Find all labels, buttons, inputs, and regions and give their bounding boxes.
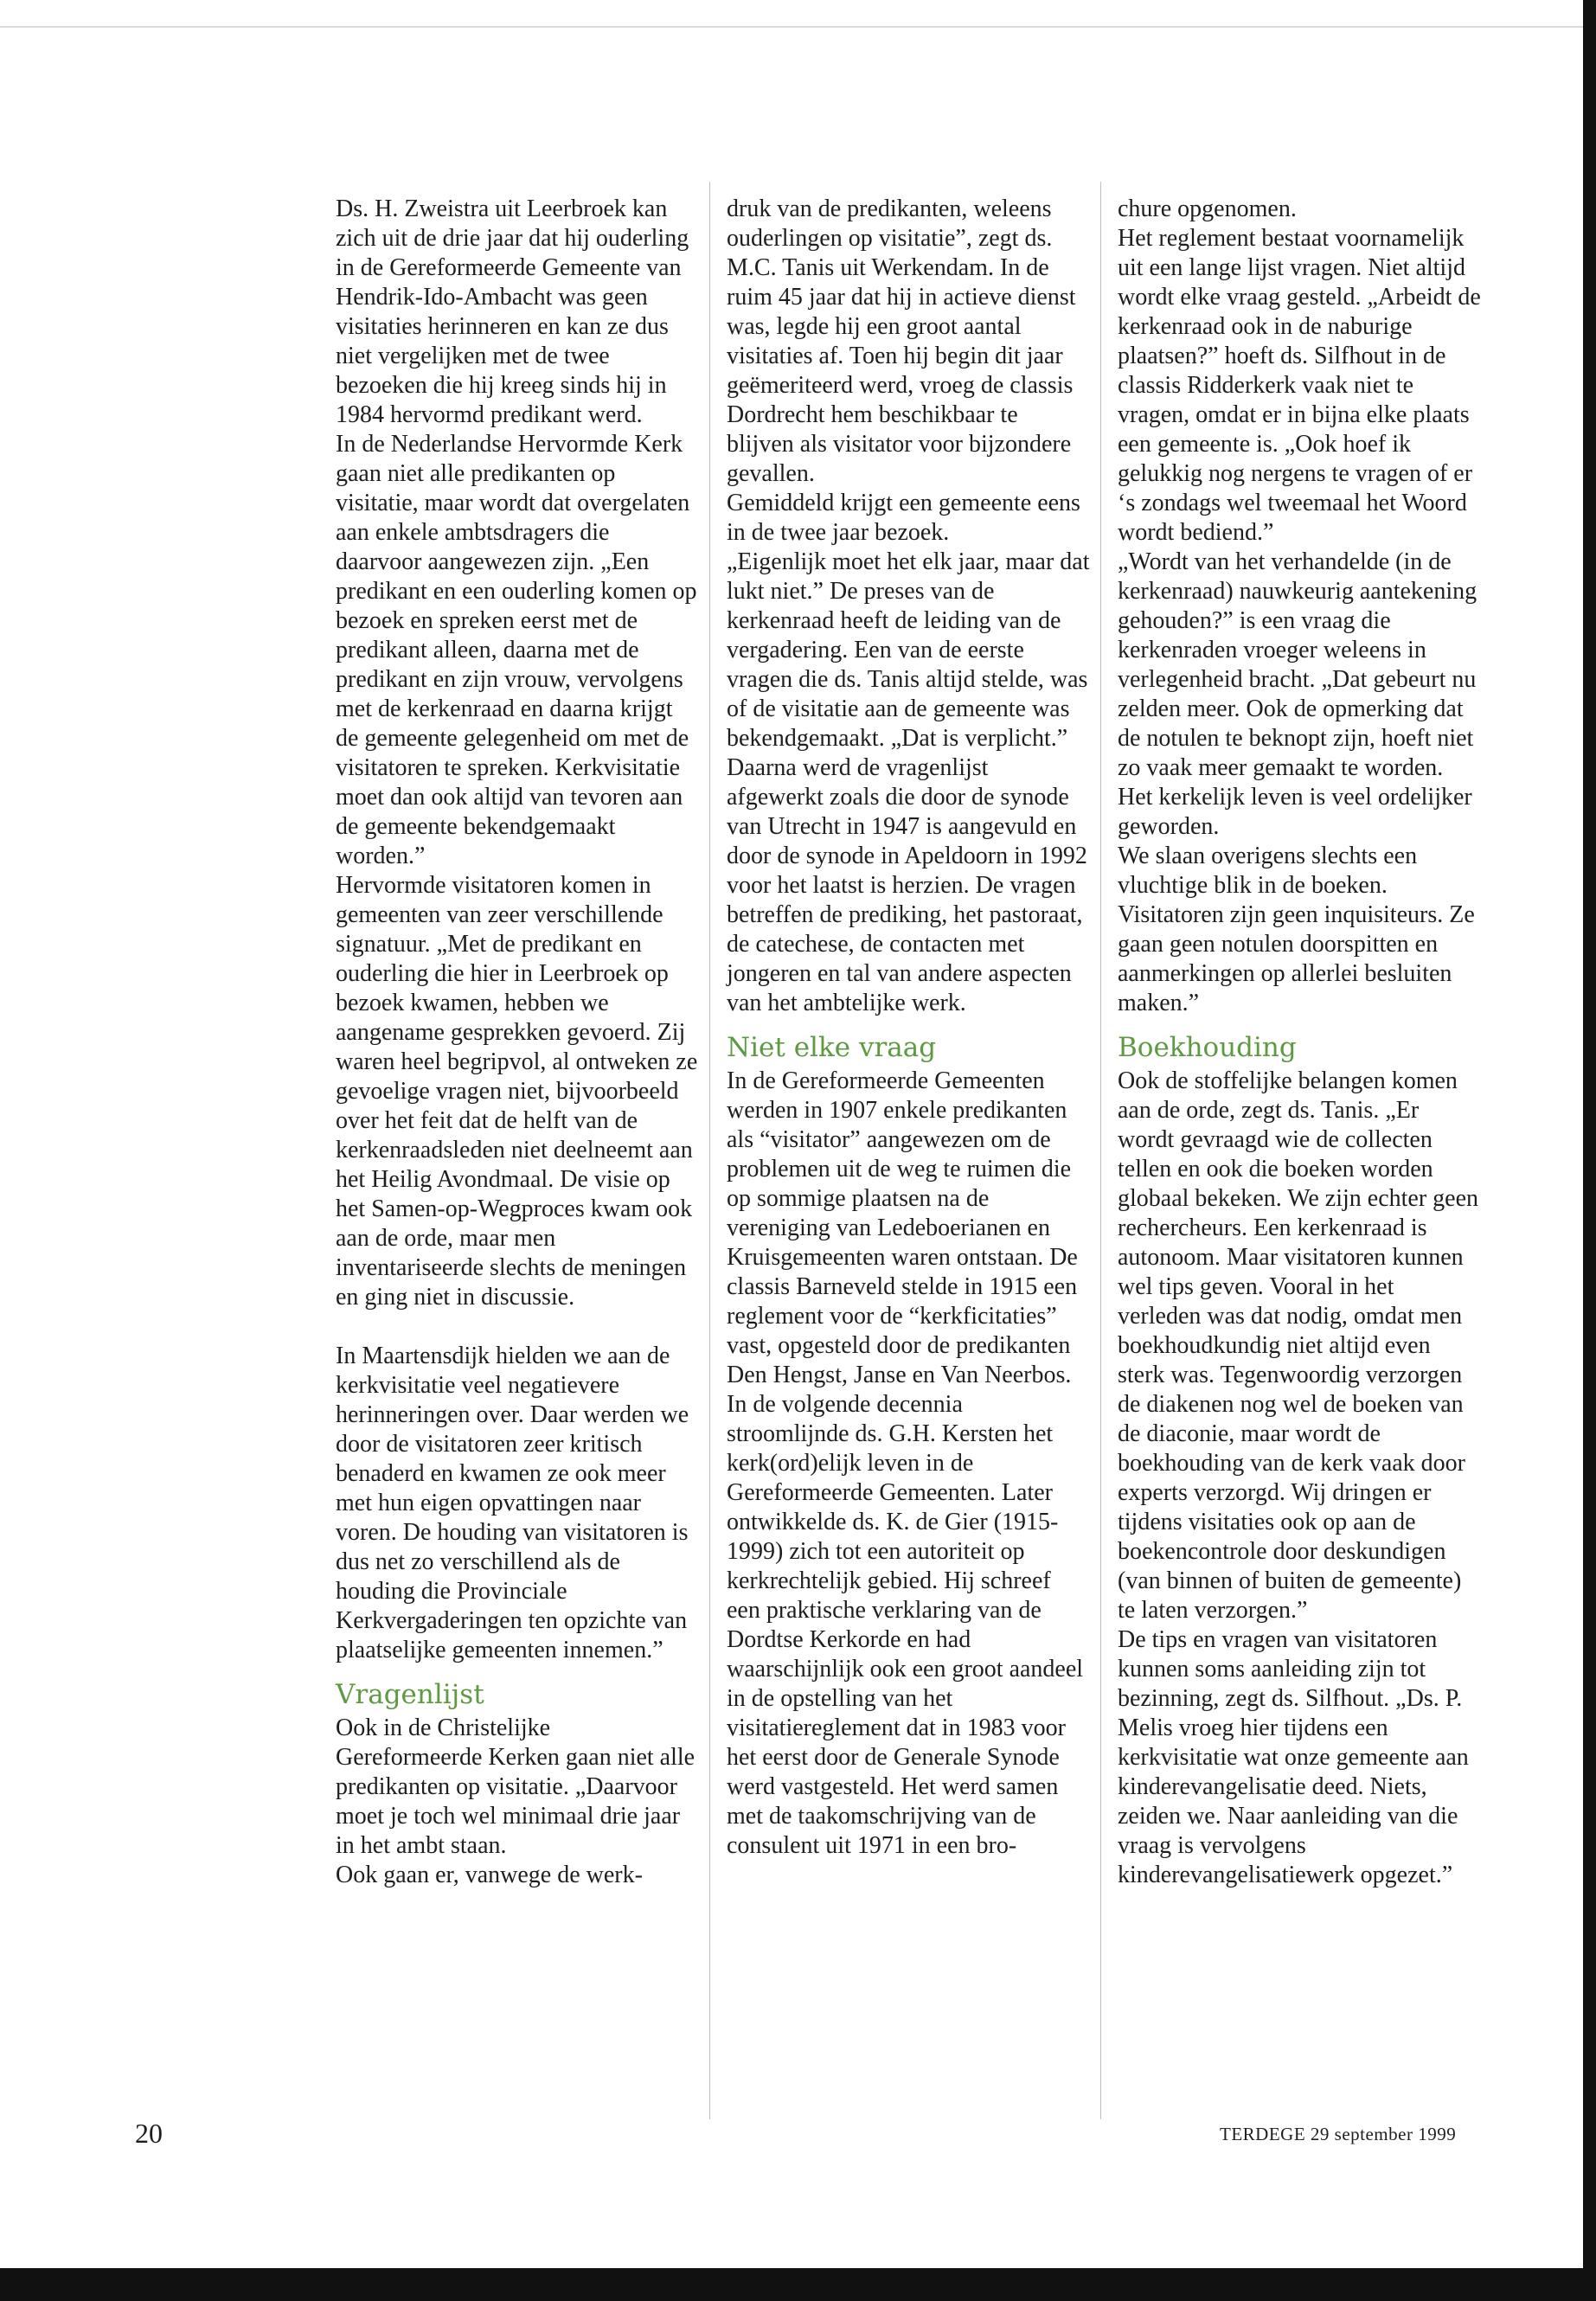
scan-edge-right	[1583, 0, 1596, 2301]
paragraph: Ook de stoffelijke belangen komen aan de orde, zegt ds. Tanis. „Er wordt gevraagd wie de collecten tellen en ook die boeken worden globaal bekeken. We zijn echter geen rechercheurs. Een kerkenraad is autonoom. Maar visitatoren kunnen wel tips geven. Vooral in het verleden was dat nodig, omdat men boekhoudkundig niet altijd even sterk was. Tegenwoordig verzorgen de diakenen nog wel de boeken van de diaconie, maar wordt de boekhouding van de kerk vaak door experts verzorgd. Wij dringen er tijdens visitaties ook op aan de boekencontrole door deskundigen (van binnen of buiten de gemeente) te laten verzorgen.”	[1118, 1067, 1479, 1624]
top-rule	[0, 26, 1583, 28]
paragraph: In de volgende decennia stroomlijnde ds. G.H. Kersten het kerk(ord)elijk leven in de Gereformeerde Gemeenten. Later ontwikkelde ds. K. de Gier (1915-1999) zich tot een autoriteit op kerkrechtelijk gebied. Hij schreef een praktische verklaring van de Dordtse Kerkorde en had waarschijnlijk ook een groot aandeel in de opstelling van het visitatiereglement dat in 1983 voor het eerst door de Generale Synode werd vastgesteld. Het werd samen met de taakomschrijving van de consulent uit 1971 in een bro-	[727, 1391, 1084, 1859]
paragraph: Ds. H. Zweistra uit Leerbroek kan zich uit de drie jaar dat hij ouderling in de Gereformeerde Gemeente van Hendrik-Ido-Ambacht was geen visitaties herinneren en kan ze dus niet vergelijken met de twee bezoeken die hij kreeg sinds hij in 1984 hervormd predikant werd.	[336, 195, 689, 428]
scan-edge-bottom	[0, 2268, 1596, 2301]
paragraph: Hervormde visitatoren komen in gemeenten van zeer verschillende signatuur. „Met de predikant en ouderling die hier in Leerbroek op bezoek kwamen, hebben we aangename gesprekken gevoerd. Zij waren heel begripvol, al ontweken ze gevoelige vragen niet, bijvoorbeeld over het feit dat de helft van de kerkenraadsleden niet deelneemt aan het Heilig Avondmaal. De visie op het Samen-op-Wegproces kwam ook aan de orde, maar men inventariseerde slechts de meningen en ging niet in discussie.	[336, 872, 698, 1311]
paragraph: Ook gaan er, vanwege de werk-	[336, 1862, 643, 1888]
paragraph: „Wordt van het verhandelde (in de kerkenraad) nauwkeurig aantekening gehouden?” is een vraag die kerkenraden vroeger weleens in verlegenheid bracht. „Dat gebeurt nu zelden meer. Ook de opmerking dat de notulen te beknopt zijn, hoeft niet zo vaak meer gemaakt te worden. Het kerkelijk leven is veel ordelijker geworden.	[1118, 548, 1477, 840]
paragraph: Het reglement bestaat voornamelijk uit een lange lijst vragen. Niet altijd wordt elke vraag gesteld. „Arbeidt de kerkenraad ook in de naburige plaatsen?” hoeft ds. Silfhout in de classis Ridderkerk vaak niet te vragen, omdat er in bijna elke plaats een gemeente is. „Ook hoef ik gelukkig nog nergens te vragen of er ‘s zondags wel tweemaal het Woord wordt bediend.”	[1118, 225, 1481, 546]
section-heading: Vragenlijst	[336, 1679, 484, 1710]
footer-source: TERDEGE 29 september 1999	[1220, 2124, 1457, 2144]
paragraph: In de Gereformeerde Gemeenten werden in 1907 enkele predikanten als “visitator” aangewezen om de problemen uit de weg te ruimen die op sommige plaatsen na de vereniging van Ledeboerianen en Kruisgemeenten waren ontstaan. De classis Barneveld stelde in 1915 een reglement voor de “kerkficitaties” vast, opgesteld door de predikanten Den Hengst, Janse en Van Neerbos.	[727, 1067, 1078, 1388]
paragraph: De tips en vragen van visitatoren kunnen soms aanleiding zijn tot bezinning, zegt ds. Silfhout. „Ds. P. Melis vroeg hier tijdens een kerkvisitatie wat onze gemeente aan kinderevangelisatie deed. Niets, zeiden we. Naar aanleiding van die vraag is vervolgens kinderevangelisatiewerk opgezet.”	[1118, 1626, 1469, 1888]
paragraph: Gemiddeld krijgt een gemeente eens in de twee jaar bezoek.	[727, 490, 1080, 546]
paragraph: druk van de predikanten, weleens ouderlingen op visitatie”, zegt ds. M.C. Tanis uit Werkendam. In de ruim 45 jaar dat hij in actieve dienst was, legde hij een groot aantal visitaties af. Toen hij begin dit jaar geëmeriteerd werd, vroeg de classis Dordrecht hem beschikbaar te blijven als visitator voor bijzondere gevallen.	[727, 195, 1076, 487]
section-heading: Boekhouding	[1118, 1032, 1297, 1063]
paragraph: chure opgenomen.	[1118, 195, 1297, 222]
paragraph-gap	[336, 1312, 699, 1342]
article-column-1	[336, 195, 699, 1890]
article-column-2	[727, 195, 1090, 1861]
column-divider	[709, 182, 710, 2119]
paragraph: We slaan overigens slechts een vluchtige blik in de boeken. Visitatoren zijn geen inquisiteurs. Ze gaan geen notulen doorspitten en aanmerkingen op allerlei besluiten maken.”	[1118, 843, 1475, 1016]
paragraph: „Eigenlijk moet het elk jaar, maar dat lukt niet.” De preses van de kerkenraad heeft de leiding van de vergadering. Een van de eerste vragen die ds. Tanis altijd stelde, was of de visitatie aan de gemeente was bekendgemaakt. „Dat is verplicht.” Daarna werd de vragenlijst afgewerkt zoals die door de synode van Utrecht in 1947 is aangevuld en door de synode in Apeldoorn in 1992 voor het laatst is herzien. De vragen betreffen de prediking, het pastoraat, de catechese, de contacten met jongeren en tal van andere aspecten van het ambtelijke werk.	[727, 548, 1090, 1016]
article-column-3	[1118, 195, 1481, 1890]
section-heading: Niet elke vraag	[727, 1032, 937, 1063]
paragraph: In Maartensdijk hielden we aan de kerkvisitatie veel negatievere herinneringen over. Daar werden we door de visitatoren zeer kritisch benaderd en kwamen ze ook meer met hun eigen opvattingen naar voren. De houding van visitatoren is dus net zo verschillend als de houding die Provinciale Kerkvergaderingen ten opzichte van plaatselijke gemeenten innemen.”	[336, 1343, 689, 1663]
page-number: 20	[135, 2118, 163, 2149]
paragraph: Ook in de Christelijke Gereformeerde Kerken gaan niet alle predikanten op visitatie. „Daarvoor moet je toch wel minimaal drie jaar in het ambt staan.	[336, 1715, 695, 1859]
paragraph: In de Nederlandse Hervormde Kerk gaan niet alle predikanten op visitatie, maar wordt dat overgelaten aan enkele ambtsdragers die daarvoor aangewezen zijn. „Een predikant en een ouderling komen op bezoek en spreken eerst met de predikant alleen, daarna met de predikant en zijn vrouw, vervolgens met de kerkenraad en daarna krijgt de gemeente gelegenheid om met de visitatoren te spreken. Kerkvisitatie moet dan ook altijd van tevoren aan de gemeente bekendgemaakt worden.”	[336, 431, 697, 869]
column-divider	[1100, 182, 1101, 2119]
